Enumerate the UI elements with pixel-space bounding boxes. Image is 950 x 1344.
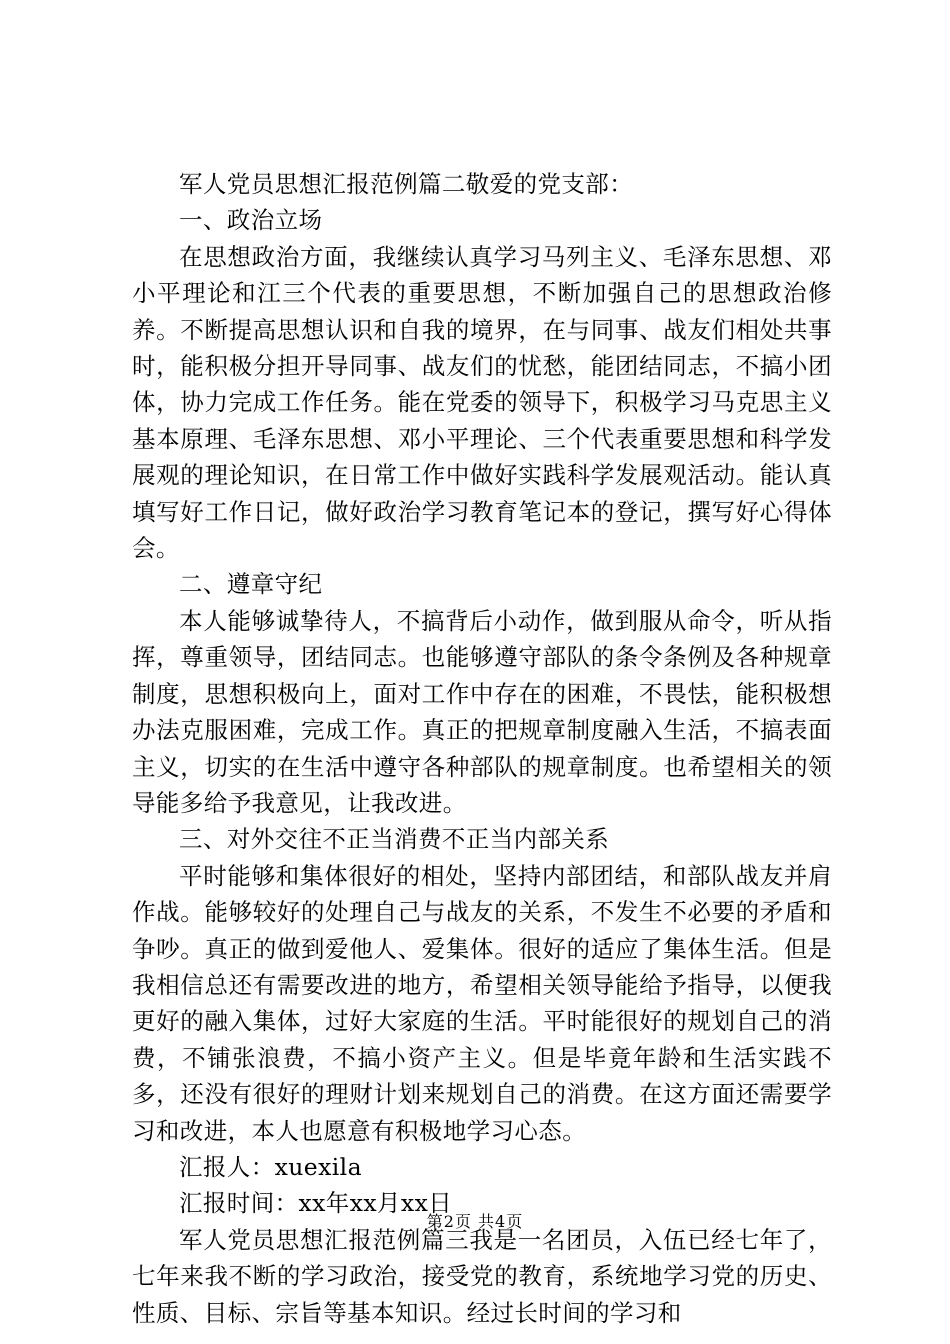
paragraph-relations: 平时能够和集体很好的相处，坚持内部团结，和部队战友并肩作战。能够较好的处理自己与战友的关系，不发生不必要的矛盾和争吵。真正的做到爱他人、爱集体。很好的适应了集体生活。但是我相信总还有需要改进的地方，希望相关领导能给予指导，以便我更好的融入集体，过好大家庭的生活。平时能很好的规划自己的消费，不铺张浪费，不搞小资产主义。但是毕竟年龄和生活实践不多，还没有很好的理财计划来规划自己的消费。在这方面还需要学习和改进，本人也愿意有积极地学习心态。 <box>132 861 832 1145</box>
report-date-line: 汇报时间：xx年xx月xx日 <box>179 1189 453 1218</box>
page-number: 第2页 共4页 <box>426 1212 524 1231</box>
heading-discipline: 二、遵章守纪 <box>179 570 323 599</box>
paragraph-political: 在思想政治方面，我继续认真学习马列主义、毛泽东思想、邓小平理论和江三个代表的重要思想，不断加强自己的思想政治修养。不断提高思想认识和自我的境界，在与同事、战友们相处共事时，能积极分担开导同事、战友们的忧愁，能团结同志，不搞小团体，协力完成工作任务。能在党委的领导下，积极学习马克思主义基本原理、毛泽东思想、邓小平理论、三个代表重要思想和科学发展观的理论知识，在日常工作中做好实践科学发展观活动。能认真填写好工作日记，做好政治学习教育笔记本的登记，撰写好心得体会。 <box>132 242 832 563</box>
paragraph-example-three: 军人党员思想汇报范例篇三我是一名团员，入伍已经七年了，七年来我不断的学习政治，接受党的教育，系统地学习党的历史、性质、目标、宗旨等基本知识。经过长时间的学习和 <box>132 1225 832 1327</box>
heading-relations: 三、对外交往不正当消费不正当内部关系 <box>179 825 610 854</box>
heading-political-stance: 一、政治立场 <box>179 206 323 235</box>
document-body <box>132 166 832 1331</box>
paragraph-discipline: 本人能够诚挚待人，不搞背后小动作，做到服从命令，听从指挥，尊重领导，团结同志。也能够遵守部队的条令条例及各种规章制度，思想积极向上，面对工作中存在的困难，不畏怯，能积极想办法克服困难，完成工作。真正的把规章制度融入生活，不搞表面主义，切实的在生活中遵守各种部队的规章制度。也希望相关的领导能多给予我意见，让我改进。 <box>132 606 832 817</box>
reporter-line: 汇报人：xuexila <box>179 1152 362 1181</box>
paragraph-title: 军人党员思想汇报范例篇二敬爱的党支部： <box>179 170 634 198</box>
